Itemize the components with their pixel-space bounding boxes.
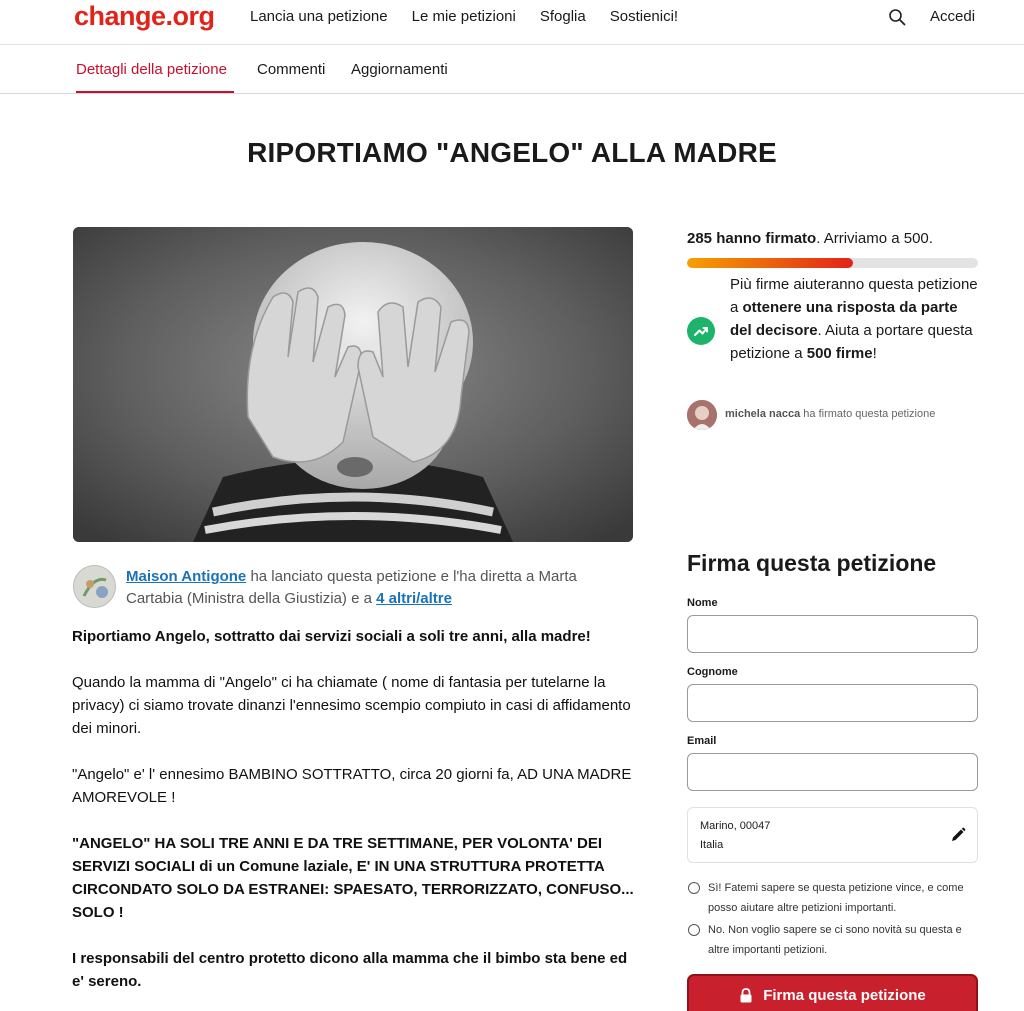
progress-fill [687,258,853,268]
description-paragraph: Quando la mamma di "Angelo" ci ha chiamate ( nome di fantasia per tutelarne la privacy) ci siamo trovate dinanzi l'ennesimo scempio compiuto in casi di affidamento dei minori. [72,674,631,737]
location-country: Italia [700,839,724,851]
recent-signer-name: michela nacca [725,408,801,420]
signed-count-text: 285 hanno firmato [687,230,817,247]
goal-text: . Arriviamo a 500. [816,230,933,247]
change-org-logo[interactable]: change.org [74,1,215,31]
signature-progress-bar [687,258,978,268]
recent-signer-text: ha firmato questa petizione [800,408,936,420]
nav-support[interactable]: Sostienici! [609,8,679,25]
boost-goal: 500 firme [806,345,873,362]
boost-text-bold: ottenere una risposta da parte del decisore [730,299,958,339]
edit-pencil-icon[interactable] [950,827,966,843]
last-name-label: Cognome [687,666,738,678]
starter-description: ha lanciato questa petizione e l'ha diretta a Marta Cartabia (Ministra della Giustizia) e a [126,568,577,607]
description-paragraph: Riportiamo Angelo, sottratto dai servizi sociali a soli tre anni, alla madre! [72,628,591,645]
recent-signer [725,408,935,420]
other-decision-makers-link[interactable]: 4 altri/altre [376,590,452,607]
boost-text: . Aiuta a portare questa petizione a [730,322,973,362]
starter-info [126,566,626,610]
boost-message [730,273,980,365]
email-label: Email [687,735,717,747]
tab-updates[interactable]: Aggiornamenti [351,61,448,78]
top-navigation [0,0,1024,45]
recent-signer-avatar [687,400,717,430]
tab-comments[interactable]: Commenti [257,61,326,78]
nav-start-petition[interactable]: Lancia una petizione [250,8,388,25]
opt-out-label: No. Non voglio sapere se ci sono novità su questa e altre importanti petizioni. [708,924,962,956]
lock-icon [739,988,753,1003]
first-name-field[interactable] [687,615,978,653]
main-nav [250,8,678,25]
search-icon[interactable] [888,8,906,26]
location-city: Marino, 00047 [700,820,771,832]
description-paragraph: I responsabili del centro protetto dicono alla mamma che il bimbo sta bene ed e' sereno. [72,950,628,990]
nav-browse[interactable]: Sfoglia [539,8,586,25]
active-tab-indicator [76,91,234,93]
sign-petition-button-label: Firma questa petizione [763,986,926,1004]
starter-name-link[interactable]: Maison Antigone [126,568,247,585]
petition-image [73,227,633,542]
page-title: RIPORTIAMO "ANGELO" ALLA MADRE [247,137,777,168]
opt-in-label: Sì! Fatemi sapere se questa petizione vince, e come posso aiutare altre petizioni importanti. [708,882,964,914]
petition-tabs [0,46,1024,94]
opt-out-radio[interactable] [688,924,700,936]
nav-my-petitions[interactable]: Le mie petizioni [411,8,516,25]
login-link[interactable]: Accedi [930,8,976,25]
last-name-field[interactable] [687,684,978,722]
sign-form-title: Firma questa petizione [687,550,937,576]
trending-up-icon [687,317,715,345]
petition-description [72,625,637,1011]
email-field[interactable] [687,753,978,791]
first-name-label: Nome [687,597,718,609]
location-box [687,807,978,863]
opt-in-radio[interactable] [688,882,700,894]
description-paragraph: "Angelo" e' l' ennesimo BAMBINO SOTTRATTO, circa 20 giorni fa, AD UNA MADRE AMOREVOLE ! [72,766,632,806]
tab-petition-details[interactable]: Dettagli della petizione [76,61,227,78]
sign-petition-button[interactable] [687,974,978,1011]
boost-text: ! [872,345,877,362]
description-paragraph: "ANGELO" HA SOLI TRE ANNI E DA TRE SETTIMANE, PER VOLONTA' DEI SERVIZI SOCIALI di un Comune laziale, E' IN UNA STRUTTURA PROTETTA CIRCONDATO SOLO DA ESTRANEI: SPAESATO, TERRORIZZATO, CONFUSO... SOLO ! [72,835,634,921]
signature-count [687,230,933,247]
boost-text: Più firme aiuteranno questa petizione a [730,276,978,316]
starter-avatar[interactable] [73,565,116,608]
